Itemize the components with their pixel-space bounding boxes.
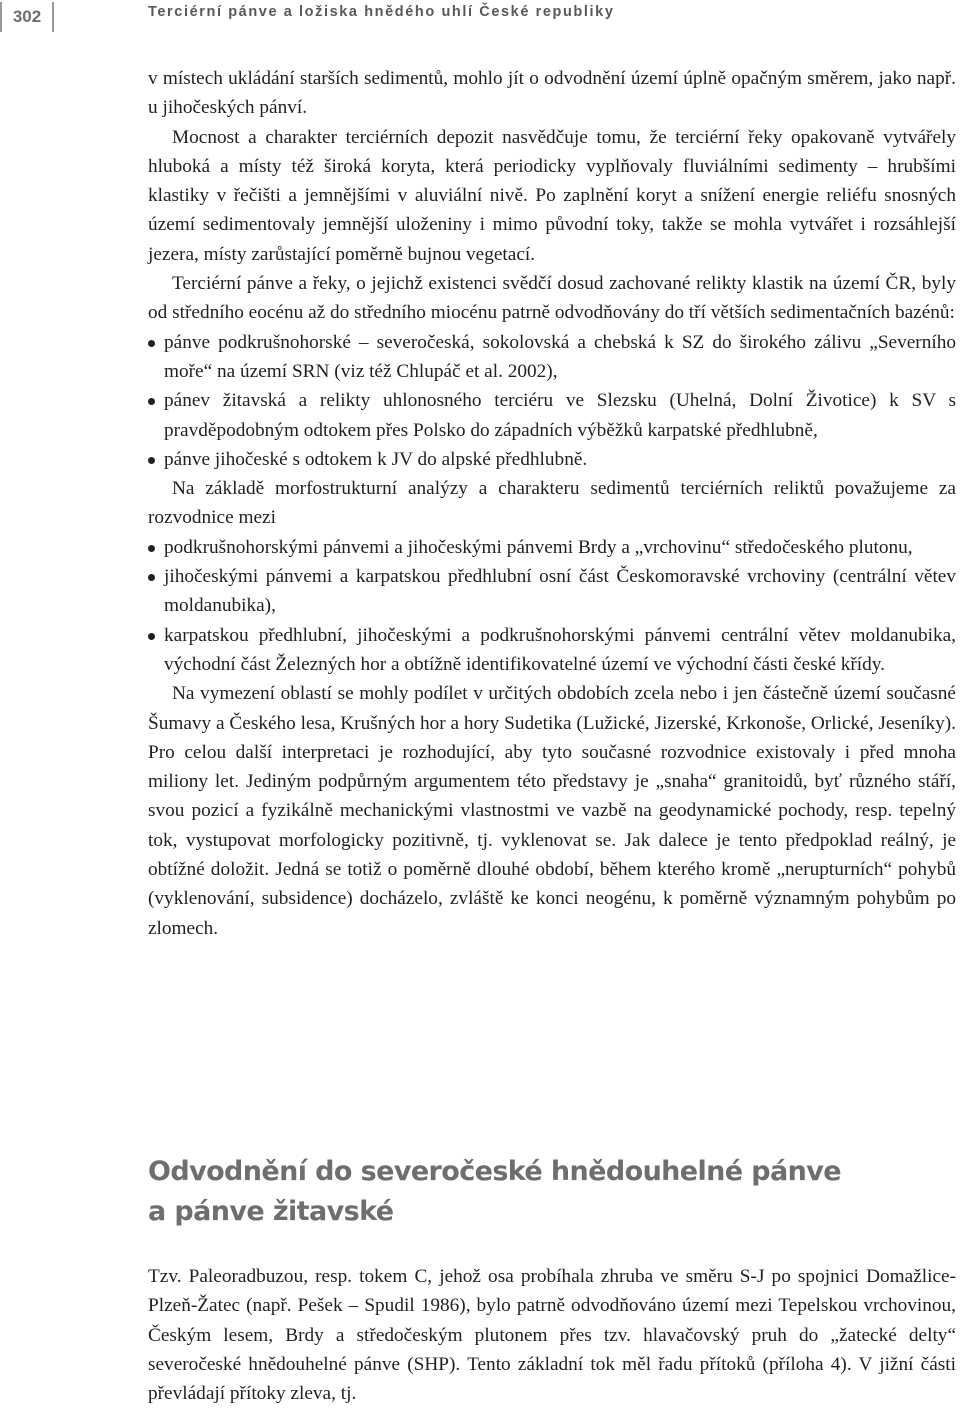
paragraph: Mocnost a charakter terciérních depozit nasvědčuje tomu, že terciérní řeky opakovaně vytvářely hluboká a místy též široká koryta, která periodicky vyplňovaly fluviálními sedimenty – hrubšími klastiky v řečišti a jemnějšími v aluviální nivě. Po zaplnění koryt a snížení energie reliéfu snosných území sedimentovaly jemnější uloženiny i mimo původní toky, takže se mohla vytvářet i rozsáhlejší jezera, místy zarůstající poměrně bujnou vegetací.	[148, 126, 956, 265]
divides-list	[148, 533, 956, 679]
paragraph: v místech ukládání starších sedimentů, mohlo jít o odvodnění území úplně opačným směrem, jako např. u jihočeských pánví.	[148, 68, 956, 119]
list-item: jihočeskými pánvemi a karpatskou předhlubní osní část Českomoravské vrchoviny (centrální větev moldanubika),	[148, 562, 956, 621]
list-item: karpatskou předhlubní, jihočeskými a podkrušnohorskými pánvemi centrální větev moldanubika, východní část Železných hor a obtížně identifikovatelné území ve východní části české křídy.	[148, 621, 956, 680]
list-item: pánve jihočeské s odtokem k JV do alpské předhlubně.	[148, 445, 956, 474]
paragraph: Tzv. Paleoradbuzou, resp. tokem C, jehož osa probíhala zhruba ve směru S-J po spojnici Domažlice-Plzeň-Žatec (např. Pešek – Spudil 1986), bylo patrně odvodňováno území mezi Tepelskou vrchovinou, Českým lesem, Brdy a středočeským plutonem přes tzv. hlavačovský pruh do „žatecké delty“ severočeské hnědouhelné pánve (SHP). Tento základní tok měl řadu přítoků (příloha 4). V jižní části převládají přítoky zleva, tj.	[148, 1266, 956, 1405]
list-item: pánve podkrušnohorské – severočeská, sokolovská a chebská k SZ do širokého zálivu „Severního moře“ na území SRN (viz též Chlupáč et al. 2002),	[148, 328, 956, 387]
paragraph: Na základě morfostrukturní analýzy a charakteru sedimentů terciérních reliktů považujeme za rozvodnice mezi	[148, 478, 956, 529]
page-header	[0, 0, 960, 40]
running-title: Terciérní pánve a ložiska hnědého uhlí České republiky	[148, 4, 615, 20]
section-heading-line: Odvodnění do severočeské hnědouhelné pánve	[148, 1156, 841, 1187]
section-heading	[148, 1152, 908, 1232]
page-number: 302	[0, 2, 54, 32]
list-item: pánev žitavská a relikty uhlonosného terciéru ve Slezsku (Uhelná, Dolní Životice) k SV s pravděpodobným odtokem přes Polsko do západních výběžků karpatské předhlubně,	[148, 386, 956, 445]
section-heading-line: a pánve žitavské	[148, 1196, 394, 1227]
section-body	[148, 1262, 956, 1408]
paragraph: Terciérní pánve a řeky, o jejichž existenci svědčí dosud zachované relikty klastik na území ČR, byly od středního eocénu až do středního miocénu patrně odvodňovány do tří větších sedimentačních bazénů:	[148, 273, 956, 324]
main-text	[148, 64, 956, 943]
list-item: podkrušnohorskými pánvemi a jihočeskými pánvemi Brdy a „vrchovinu“ středočeského plutonu,	[148, 533, 956, 562]
drainage-basins-list	[148, 328, 956, 474]
paragraph: Na vymezení oblastí se mohly podílet v určitých obdobích zcela nebo i jen částečně území současné Šumavy a Českého lesa, Krušných hor a hory Sudetika (Lužické, Jizerské, Krkonoše, Orlické, Jeseníky). Pro celou další interpretaci je rozhodující, aby tyto současné rozvodnice existovaly i před mnoha miliony let. Jediným podpůrným argumentem této představy je „snaha“ granitoidů, byť různého stáří, svou pozicí a fyzikálně mechanickými vlastnostmi ve vazbě na geodynamické pochody, resp. tepelný tok, vystupovat morfologicky pozitivně, tj. vyklenovat se. Jak dalece je tento předpoklad reálný, je obtížné doložit. Jedná se totiž o poměrně dlouhé období, během kterého kromě „nerupturních“ pohybů (vyklenování, subsidence) docházelo, zvláště ke konci neogénu, k poměrně významným pohybům po zlomech.	[148, 683, 956, 939]
